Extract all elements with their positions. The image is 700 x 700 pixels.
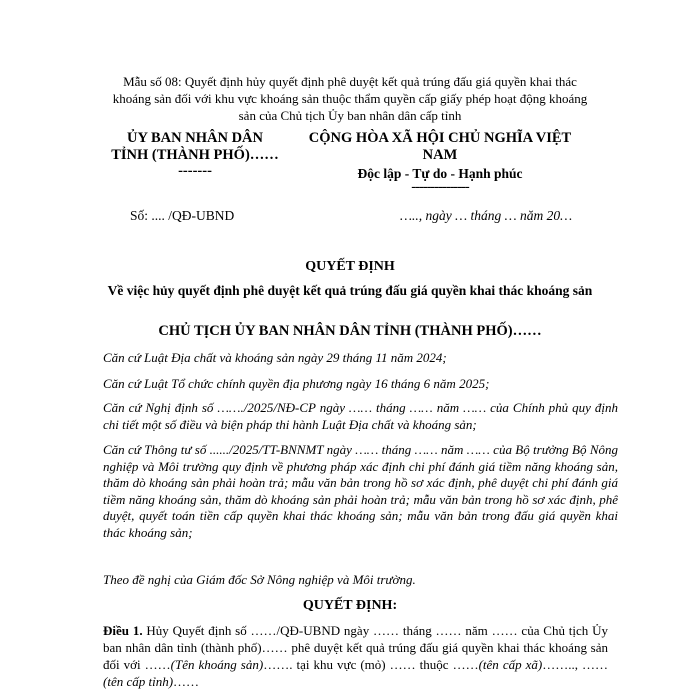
- legal-basis-2: Căn cứ Luật Tổ chức chính quyền địa phương ngày 16 tháng 6 năm 2025;: [103, 376, 490, 391]
- article-1: [103, 622, 608, 690]
- authority-line-2: TỈNH (THÀNH PHỐ)……: [111, 147, 279, 163]
- form-caption: Mẫu số 08: Quyết định hủy quyết định phê duyệt kết quả trúng đấu giá quyền khai thác khoáng sản đối với khu vực khoáng sản thuộc thẩm quyền cấp giấy phép hoạt động khoáng sản của Chủ tịch Ủy ban nhân dân cấp tỉnh: [112, 74, 588, 123]
- nation-name-line-2: NAM: [422, 147, 458, 163]
- article-1-text-b: ……. tại khu vực (mỏ) …… thuộc ……: [263, 657, 479, 672]
- place-and-date: ….., ngày … tháng … năm 20…: [400, 208, 573, 223]
- article-1-commune: (tên cấp xã): [478, 657, 543, 672]
- motto-underline: ---------------: [411, 179, 469, 195]
- document-number: Số: .... /QĐ-UBND: [130, 208, 235, 223]
- article-1-label: Điều 1.: [103, 623, 143, 638]
- issuing-chairman: CHỦ TỊCH ỦY BAN NHÂN DÂN TỈNH (THÀNH PHỐ)……: [158, 323, 542, 339]
- article-1-text-d: ……: [173, 674, 200, 689]
- national-motto: Độc lập - Tự do - Hạnh phúc: [357, 166, 523, 181]
- decision-title: QUYẾT ĐỊNH: [305, 259, 395, 274]
- article-1-mineral: (Tên khoáng sản): [170, 657, 264, 672]
- nation-name-line-1: CỘNG HÒA XÃ HỘI CHỦ NGHĨA VIỆT: [308, 130, 572, 146]
- legal-basis-3: Căn cứ Nghị định số ……./2025/NĐ-CP ngày …… tháng …… năm …… của Chính phủ quy định chi tiết một số điều và biện pháp thi hành Luật Địa chất và khoáng sản;: [103, 400, 618, 432]
- article-1-province: (tên cấp tỉnh): [103, 674, 174, 689]
- legal-basis-1: Căn cứ Luật Địa chất và khoáng sản ngày 29 tháng 11 năm 2024;: [103, 350, 447, 365]
- article-1-text-c: …….., ……: [542, 657, 609, 672]
- decision-subject: Về việc hủy quyết định phê duyệt kết quả trúng đấu giá quyền khai thác khoáng sản: [107, 283, 593, 298]
- legal-basis-4: Căn cứ Thông tư số ....../2025/TT-BNNMT ngày …… tháng …… năm …… của Bộ trưởng Bộ Nông nghiệp và Môi trường quy định về phương pháp xác định chi phí đánh giá tiềm năng khoáng sản, thăm dò khoáng sản phải hoàn trả; mẫu văn bản trong hồ sơ xác định, phê duyệt chi phí đánh giá tiềm năng khoáng sản, thăm dò khoáng sản phải hoàn trả; mẫu văn bản trong hồ sơ xác định, phê duyệt, quyết toán tiền cấp quyền khai thác khoáng sản; mẫu văn bản trong đấu giá quyền khai thác khoáng sản;: [103, 442, 618, 540]
- proposal-basis: Theo đề nghị của Giám đốc Sở Nông nghiệp và Môi trường.: [103, 572, 416, 587]
- article-1-text-a: Hủy Quyết định số ……/QĐ-UBND ngày …… tháng …… năm …… của Chủ tịch Ủy ban nhân dân tỉnh (thành phố)…… phê duyệt kết quả trúng đấu giá quyền khai thác khoáng sản đối với ……: [103, 623, 608, 672]
- issuing-authority-header: [95, 130, 295, 178]
- national-header: [300, 130, 580, 195]
- decides-heading: QUYẾT ĐỊNH:: [302, 598, 398, 613]
- authority-divider: -------: [178, 163, 212, 179]
- authority-line-1: ỦY BAN NHÂN DÂN: [126, 130, 263, 146]
